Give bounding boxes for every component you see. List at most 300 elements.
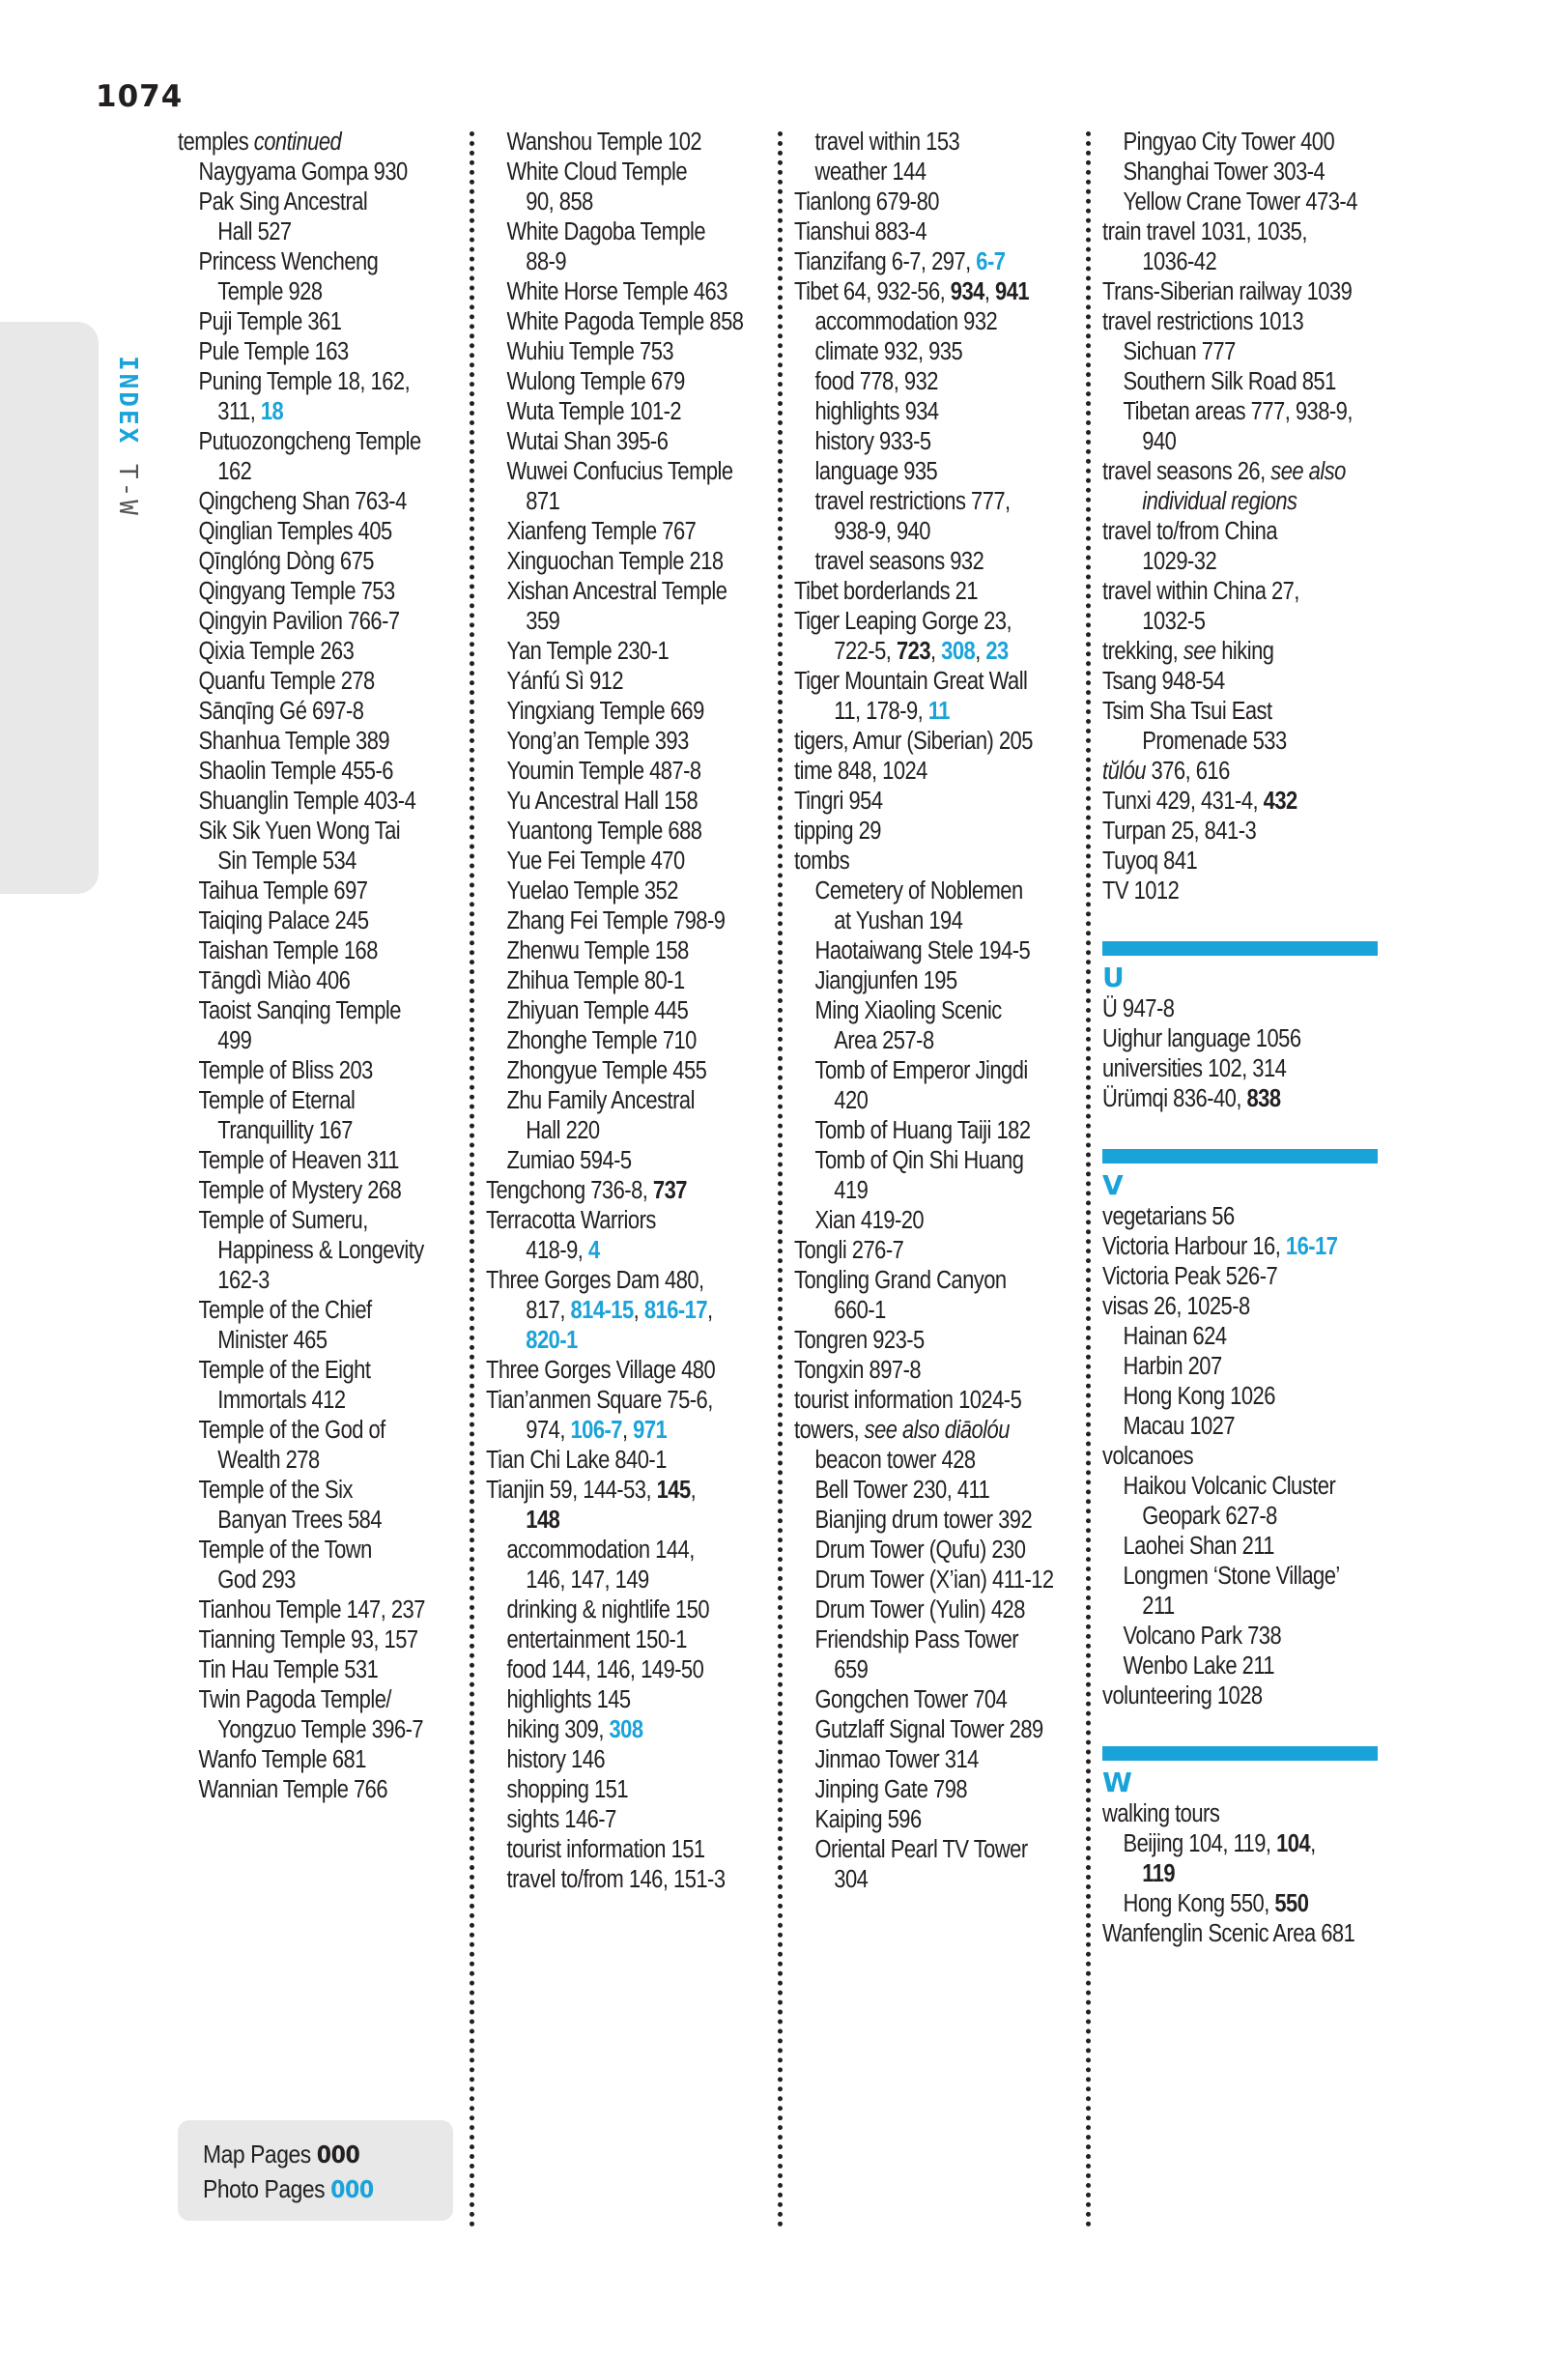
entry-text: highlights 934 [814, 398, 939, 425]
index-entry [486, 1266, 775, 1296]
entry-text: 871 [526, 488, 560, 515]
entry-text: Yánfú Sì 912 [506, 668, 624, 695]
photo-page-ref: 23 [985, 638, 1009, 665]
entry-text: climate 932, 935 [814, 338, 963, 365]
index-subentry [178, 727, 478, 757]
index-label: INDEX [113, 356, 142, 446]
entry-text: 938-9, 940 [834, 518, 930, 545]
map-page-ref: 145 [656, 1477, 691, 1504]
index-subentry [178, 1476, 478, 1506]
entry-text: see [1183, 638, 1216, 665]
index-entry [486, 1476, 775, 1506]
index-entry-continuation [178, 397, 498, 427]
index-subentry [486, 727, 796, 757]
index-subentry [794, 1775, 1100, 1805]
index-entry [794, 787, 1079, 817]
index-subentry [486, 906, 796, 936]
index-subentry [178, 1056, 478, 1086]
entry-text: 660-1 [834, 1297, 886, 1324]
index-subentry [794, 1566, 1100, 1595]
index-entry-continuation [178, 1266, 498, 1296]
entry-text: history 146 [506, 1746, 606, 1773]
entry-text: Immortals 412 [217, 1387, 346, 1414]
entry-text: 11, 178-9, [834, 698, 928, 725]
index-subentry [178, 966, 478, 996]
index-subentry [178, 307, 478, 337]
entry-text: tipping 29 [794, 818, 881, 845]
index-entry [1102, 1024, 1391, 1054]
index-entry [1102, 457, 1391, 487]
index-entry [1102, 1084, 1391, 1114]
index-entry [486, 1386, 775, 1416]
index-subentry [486, 397, 796, 427]
index-subentry [486, 876, 796, 906]
entry-text: train travel 1031, 1035, [1102, 218, 1307, 245]
entry-text: Zumiao 594-5 [506, 1147, 632, 1174]
index-subentry [794, 487, 1100, 517]
index-subentry [1102, 1889, 1412, 1919]
entry-text: temples [178, 129, 254, 156]
legend-photo-pages: Photo Pages 000 [203, 2174, 374, 2203]
index-subentry [1102, 1382, 1412, 1412]
entry-text: entertainment 150-1 [506, 1626, 687, 1653]
entry-text: tourist information 1024-5 [794, 1387, 1022, 1414]
entry-text: Turpan 25, 841-3 [1102, 818, 1257, 845]
index-subentry [1102, 187, 1412, 217]
entry-text: Tongli 276-7 [794, 1237, 904, 1264]
entry-text: Temple 928 [217, 278, 323, 305]
index-entry-continuation [486, 1506, 815, 1536]
entry-text: Naygyama Gompa 930 [198, 158, 408, 186]
entry-text: 817, [526, 1297, 571, 1324]
entry-text: beacon tower 428 [814, 1447, 976, 1474]
map-page-ref: 723 [896, 638, 930, 665]
entry-text: towers, [794, 1417, 865, 1444]
entry-text: Minister 465 [217, 1327, 328, 1354]
index-subentry [486, 1026, 796, 1056]
entry-text: Southern Silk Road 851 [1123, 368, 1336, 395]
entry-text: Wuwei Confucius Temple [506, 458, 733, 485]
entry-text: , [621, 1417, 634, 1444]
entry-text: Qingyang Temple 753 [198, 578, 395, 605]
entry-text: Banyan Trees 584 [217, 1507, 383, 1534]
index-tab [0, 322, 99, 894]
index-entry [1102, 817, 1391, 847]
index-entry-continuation [178, 1236, 498, 1266]
entry-text: Tunxi 429, 431-4, [1102, 788, 1264, 815]
index-subentry [178, 906, 478, 936]
index-subentry [178, 337, 478, 367]
index-subentry [486, 1536, 796, 1566]
entry-text: food 144, 146, 149-50 [506, 1656, 704, 1683]
photo-page-ref: 308 [941, 638, 976, 665]
index-tab-label [113, 356, 142, 518]
index-subentry [794, 1685, 1100, 1715]
index-subentry [486, 547, 796, 577]
map-page-ref: 432 [1263, 788, 1297, 815]
entry-text: Tianshui 883-4 [794, 218, 927, 245]
entry-text: 418-9, [526, 1237, 588, 1264]
index-subentry [794, 1536, 1100, 1566]
index-entry [1102, 637, 1391, 667]
entry-text: Yan Temple 230-1 [506, 638, 670, 665]
entry-text: Xianfeng Temple 767 [506, 518, 697, 545]
entry-text: Happiness & Longevity [217, 1237, 424, 1264]
entry-text: Bianjing drum tower 392 [814, 1507, 1033, 1534]
entry-text: , [984, 278, 996, 305]
index-subentry [178, 1086, 478, 1116]
index-subentry [178, 1146, 478, 1176]
entry-text: Yongzuo Temple 396-7 [217, 1716, 424, 1743]
entry-text: Hong Kong 1026 [1123, 1383, 1275, 1410]
index-subentry [486, 277, 796, 307]
entry-text: universities 102, 314 [1102, 1055, 1287, 1082]
entry-text: Jinping Gate 798 [814, 1776, 968, 1803]
index-entry-continuation [1102, 1592, 1432, 1622]
index-entry [794, 577, 1079, 607]
index-entry-continuation [178, 457, 498, 487]
entry-text: Tomb of Qin Shi Huang [814, 1147, 1024, 1174]
entry-text: Temple of the Six [198, 1477, 353, 1504]
entry-text: Wannian Temple 766 [198, 1776, 388, 1803]
entry-text: Tsang 948-54 [1102, 668, 1225, 695]
entry-text: Tianzifang 6-7, 297, [794, 248, 977, 275]
index-subentry [178, 1356, 478, 1386]
entry-text: Sin Temple 534 [217, 848, 356, 875]
index-subentry [178, 577, 478, 607]
index-entry-continuation [1102, 607, 1432, 637]
index-subentry [794, 996, 1100, 1026]
index-subentry [486, 757, 796, 787]
index-subentry [178, 247, 478, 277]
entry-text: Tin Hau Temple 531 [198, 1656, 379, 1683]
entry-text: Kaiping 596 [814, 1806, 922, 1833]
entry-text: Hall 220 [526, 1117, 600, 1144]
entry-text: Temple of Heaven 311 [198, 1147, 400, 1174]
map-page-ref: 104 [1276, 1830, 1311, 1857]
photo-page-ref: 971 [633, 1417, 668, 1444]
entry-text: Jinmao Tower 314 [814, 1746, 979, 1773]
entry-text: at Yushan 194 [834, 907, 963, 934]
index-subentry [794, 1476, 1100, 1506]
entry-text: Shuanglin Temple 403-4 [198, 788, 416, 815]
entry-text: 974, [526, 1417, 571, 1444]
index-entry [486, 1446, 775, 1476]
index-subentry [1102, 397, 1412, 427]
index-entry-continuation [1102, 547, 1432, 577]
index-entry-continuation [486, 187, 815, 217]
index-entry [794, 1326, 1079, 1356]
index-entry [794, 667, 1079, 697]
photo-page-ref: 16-17 [1285, 1233, 1338, 1260]
entry-text: Qinglian Temples 405 [198, 518, 392, 545]
index-entry-continuation [794, 1176, 1120, 1206]
entry-text: continued [253, 129, 342, 156]
index-subentry [178, 1655, 478, 1685]
index-subentry [1102, 1652, 1412, 1681]
entry-text: , [707, 1297, 713, 1324]
index-subentry [794, 158, 1100, 187]
entry-text: Haikou Volcanic Cluster [1123, 1473, 1336, 1500]
entry-text: Puji Temple 361 [198, 308, 342, 335]
section-letter-v: V [1102, 1169, 1124, 1201]
entry-text: Ü 947-8 [1102, 995, 1175, 1022]
index-entry-continuation [1102, 1859, 1432, 1889]
index-subentry [486, 1715, 796, 1745]
entry-text: 499 [217, 1027, 252, 1054]
entry-text: 659 [834, 1656, 869, 1683]
index-subentry [178, 876, 478, 906]
map-page-ref: 737 [652, 1177, 687, 1204]
entry-text: 359 [526, 608, 560, 635]
entry-text: shopping 151 [506, 1776, 629, 1803]
map-page-ref: 934 [950, 278, 984, 305]
entry-text: 1029-32 [1142, 548, 1217, 575]
index-entry-continuation [178, 1715, 498, 1745]
entry-text: Haotaiwang Stele 194-5 [814, 937, 1031, 964]
entry-text: Yuelao Temple 352 [506, 877, 678, 905]
entry-text: , [633, 1297, 644, 1324]
index-column-1 [178, 128, 458, 1805]
entry-text: 304 [834, 1866, 869, 1893]
index-entry-continuation [178, 1326, 498, 1356]
index-subentry [486, 307, 796, 337]
index-entry [794, 187, 1079, 217]
entry-text: White Dagoba Temple [506, 218, 706, 245]
entry-text: Beijing 104, 119, [1123, 1830, 1277, 1857]
index-subentry [178, 187, 478, 217]
index-subentry [486, 1595, 796, 1625]
entry-text: Terracotta Warriors [486, 1207, 656, 1234]
index-subentry [178, 1416, 478, 1446]
entry-text: Tianhou Temple 147, 237 [198, 1596, 425, 1623]
entry-text: Temple of Sumeru, [198, 1207, 368, 1234]
index-entry [794, 847, 1079, 876]
index-subentry [794, 1206, 1100, 1236]
entry-text: tŭlóu [1102, 758, 1146, 785]
entry-text: visas 26, 1025-8 [1102, 1293, 1250, 1320]
index-entry [794, 1416, 1079, 1446]
index-subentry [794, 966, 1100, 996]
entry-text: drinking & nightlife 150 [506, 1596, 710, 1623]
index-entry [1102, 517, 1391, 547]
entry-text: Qingyin Pavilion 766-7 [198, 608, 400, 635]
entry-text: Youmin Temple 487-8 [506, 758, 701, 785]
index-entry [794, 217, 1079, 247]
entry-text: Gongchen Tower 704 [814, 1686, 1008, 1713]
index-entry [794, 1386, 1079, 1416]
entry-text: Zhu Family Ancestral [506, 1087, 695, 1114]
map-page-ref: 838 [1246, 1085, 1281, 1112]
entry-text: Hong Kong 550, [1123, 1890, 1275, 1917]
entry-text: Princess Wencheng [198, 248, 379, 275]
index-subentry [178, 607, 478, 637]
entry-text: Wanfenglin Scenic Area 681 [1102, 1920, 1355, 1947]
index-subentry [178, 1775, 478, 1805]
index-entry [486, 1356, 775, 1386]
photo-page-ref: 816-17 [643, 1297, 708, 1324]
entry-text: Puning Temple 18, 162, [198, 368, 411, 395]
entry-text: TV 1012 [1102, 877, 1180, 905]
index-subentry [178, 1176, 478, 1206]
entry-text: Wenbo Lake 211 [1123, 1652, 1275, 1680]
index-entry [486, 1206, 775, 1236]
photo-page-ref: 18 [260, 398, 284, 425]
index-subentry [794, 1835, 1100, 1865]
index-entry [1102, 577, 1391, 607]
index-subentry [794, 1805, 1100, 1835]
index-subentry [1102, 1472, 1412, 1502]
entry-text: Tiger Leaping Gorge 23, [794, 608, 1012, 635]
entry-text: Shanghai Tower 303-4 [1123, 158, 1326, 186]
entry-text: Yu Ancestral Hall 158 [506, 788, 698, 815]
entry-text: White Horse Temple 463 [506, 278, 727, 305]
entry-text: travel seasons 26, [1102, 458, 1271, 485]
section-bar-w [1102, 1746, 1378, 1761]
index-subentry [794, 936, 1100, 966]
index-subentry [178, 1206, 478, 1236]
entry-text: Zhenwu Temple 158 [506, 937, 689, 964]
entry-text: 88-9 [526, 248, 567, 275]
index-subentry [486, 427, 796, 457]
index-subentry [794, 457, 1100, 487]
index-subentry [178, 667, 478, 697]
index-entry [794, 247, 1079, 277]
entry-text: Three Gorges Village 480 [486, 1357, 716, 1384]
entry-text: 1036-42 [1142, 248, 1217, 275]
map-page-ref: 119 [1142, 1860, 1176, 1887]
index-entry [794, 817, 1079, 847]
photo-page-ref: 106-7 [570, 1417, 622, 1444]
entry-text: Temple of Eternal [198, 1087, 356, 1114]
entry-text: Temple of the Chief [198, 1297, 372, 1324]
index-subentry [486, 1775, 796, 1805]
entry-text: Area 257-8 [834, 1027, 934, 1054]
entry-text: 90, 858 [526, 188, 593, 215]
entry-text: Temple of Mystery 268 [198, 1177, 402, 1204]
index-entry-continuation [486, 1416, 815, 1446]
legend-map-pages: Map Pages 000 [203, 2140, 360, 2169]
index-subentry [1102, 1562, 1412, 1592]
entry-text: Qīnglóng Dòng 675 [198, 548, 374, 575]
entry-text: Tianning Temple 93, 157 [198, 1626, 418, 1653]
entry-text: trekking, [1102, 638, 1183, 665]
photo-page-ref: 6-7 [976, 248, 1006, 275]
entry-text: tigers, Amur (Siberian) 205 [794, 728, 1033, 755]
index-subentry [486, 1745, 796, 1775]
index-entry [1102, 876, 1391, 906]
index-entry-continuation [794, 1865, 1120, 1895]
index-subentry [486, 1146, 796, 1176]
entry-text: volcanoes [1102, 1443, 1194, 1470]
entry-text: Ming Xiaoling Scenic [814, 997, 1002, 1024]
index-entry [1102, 1262, 1391, 1292]
index-entry [1102, 667, 1391, 697]
index-subentry [486, 457, 796, 487]
entry-text: Taishan Temple 168 [198, 937, 378, 964]
index-entry [1102, 1799, 1391, 1829]
entry-text: Tongren 923-5 [794, 1327, 925, 1354]
entry-text: Victoria Harbour 16, [1102, 1233, 1286, 1260]
section-bar-v [1102, 1149, 1378, 1164]
index-entry-continuation [1102, 247, 1432, 277]
entry-text: Zhihua Temple 80-1 [506, 967, 685, 994]
entry-text: weather 144 [814, 158, 927, 186]
index-subentry [178, 487, 478, 517]
index-entry-continuation [794, 1026, 1120, 1056]
entry-text: food 778, 932 [814, 368, 938, 395]
entry-text: travel to/from China [1102, 518, 1278, 545]
index-subentry [486, 1805, 796, 1835]
entry-text: Uighur language 1056 [1102, 1025, 1301, 1052]
entry-text: individual regions [1142, 488, 1297, 515]
index-entry [1102, 1919, 1391, 1949]
entry-text: Tongxin 897-8 [794, 1357, 922, 1384]
index-subentry [486, 697, 796, 727]
index-subentry [178, 996, 478, 1026]
index-subentry [486, 996, 796, 1026]
index-subentry [1102, 337, 1412, 367]
index-subentry [794, 1056, 1100, 1086]
entry-text: history 933-5 [814, 428, 931, 455]
index-entry-continuation [794, 1086, 1120, 1116]
index-subentry [486, 337, 796, 367]
index-subentry [486, 517, 796, 547]
entry-text: highlights 145 [506, 1686, 631, 1713]
index-subentry [486, 936, 796, 966]
entry-text: Sānqīng Gé 697-8 [198, 698, 364, 725]
entry-text: 211 [1142, 1593, 1175, 1620]
photo-page-ref: 11 [927, 698, 950, 725]
index-column-3 [794, 128, 1080, 1895]
entry-text: Drum Tower (Yulin) 428 [814, 1596, 1025, 1623]
entry-text: Twin Pagoda Temple/ [198, 1686, 391, 1713]
index-subentry [486, 1865, 796, 1895]
entry-text: Quanfu Temple 278 [198, 668, 375, 695]
entry-text: Xian 419-20 [814, 1207, 925, 1234]
index-entry [794, 757, 1079, 787]
column-separator-3 [1086, 131, 1091, 2228]
entry-text: Laohei Shan 211 [1123, 1533, 1274, 1560]
index-subentry [1102, 1622, 1412, 1652]
index-entry-continuation [486, 1116, 815, 1146]
entry-text: Bell Tower 230, 411 [814, 1477, 990, 1504]
entry-text: White Cloud Temple [506, 158, 688, 186]
entry-text: 376, 616 [1145, 758, 1230, 785]
entry-text: volunteering 1028 [1102, 1682, 1263, 1710]
entry-text: , [929, 638, 942, 665]
entry-text: 722-5, [834, 638, 897, 665]
index-subentry [1102, 1352, 1412, 1382]
index-subentry [486, 1625, 796, 1655]
page-number: 1074 [96, 79, 184, 114]
entry-text: Jiangjunfen 195 [814, 967, 957, 994]
entry-text: Tingri 954 [794, 788, 883, 815]
photo-page-ref: 814-15 [570, 1297, 634, 1324]
entry-text: 1032-5 [1142, 608, 1206, 635]
entry-text: Zhiyuan Temple 445 [506, 997, 689, 1024]
index-entry-continuation [1102, 727, 1432, 757]
entry-text: Wealth 278 [217, 1447, 320, 1474]
entry-text: Pak Sing Ancestral [198, 188, 368, 215]
index-entry [1102, 847, 1391, 876]
index-subentry [486, 787, 796, 817]
index-entry-continuation [178, 1446, 498, 1476]
entry-text: Tuyoq 841 [1102, 848, 1198, 875]
entry-text: 419 [834, 1177, 869, 1204]
entry-text: Tomb of Huang Taiji 182 [814, 1117, 1031, 1144]
column-separator-2 [778, 131, 783, 2228]
